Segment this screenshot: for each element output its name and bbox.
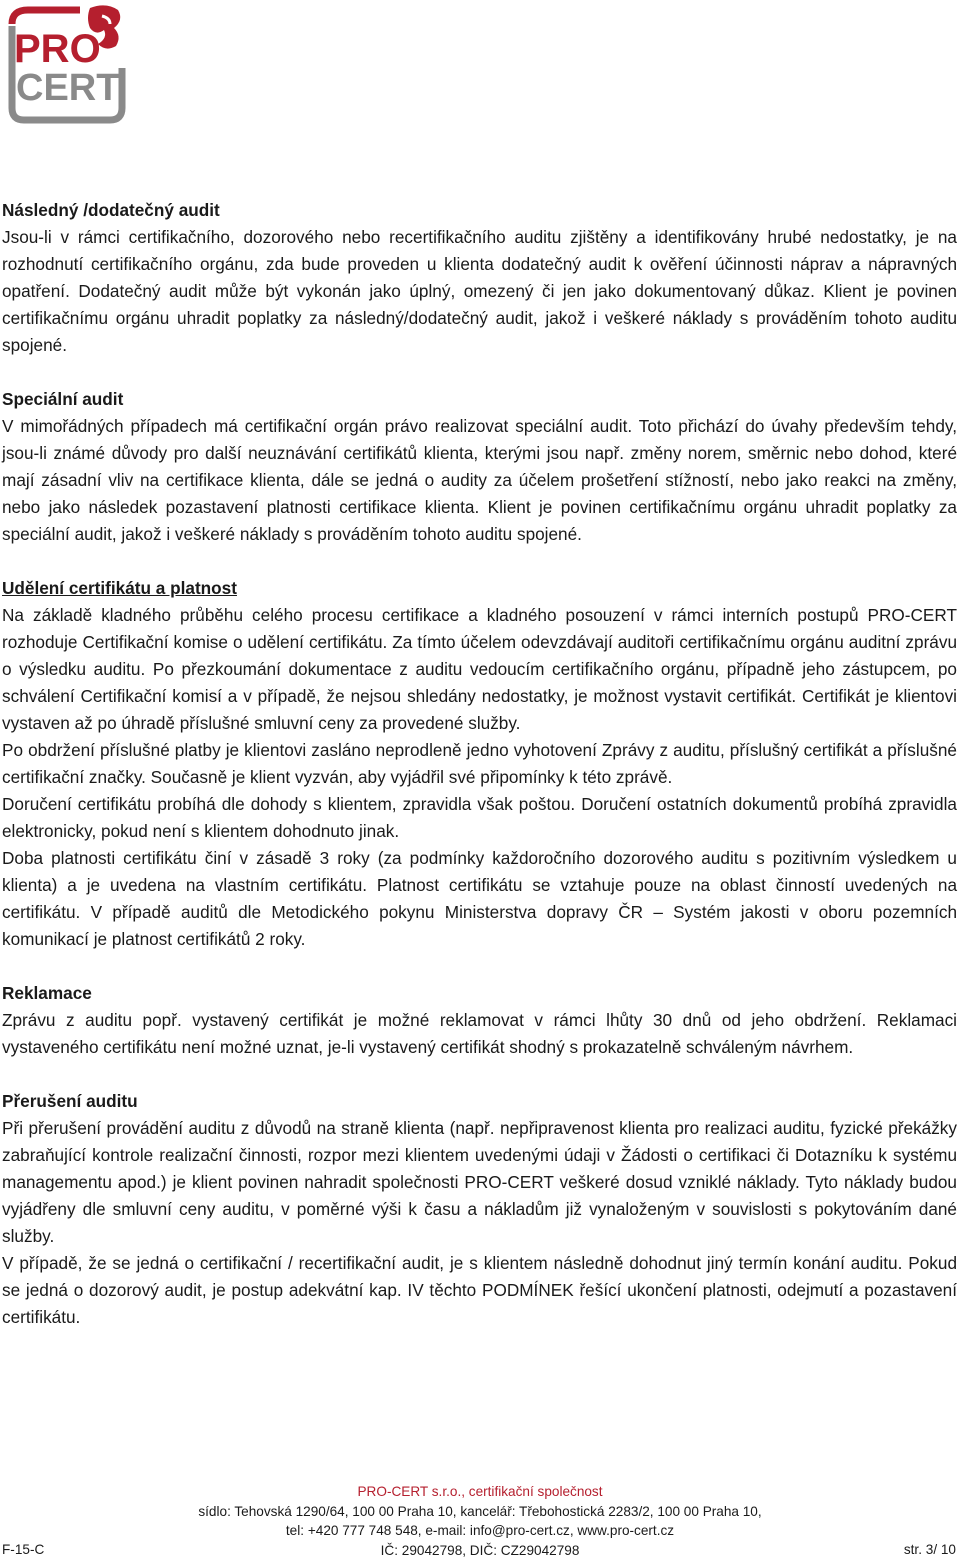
footer-ids: IČ: 29042798, DIČ: CZ29042798 (380, 1542, 580, 1558)
section-paragraph: Jsou-li v rámci certifikačního, dozorového nebo recertifikačního auditu zjištěny a identifikovány hrubé nedostatky, je na rozhodnutí certifikačního orgánu, zda bude proveden u klienta dodatečný audit k ověření účinnosti náprav a nápravných opatření. Dodatečný audit může být vykonán jako úplný, omezený či jen jako dokumentovaný důkaz. Klient je povinen certifikačnímu orgánu uhradit poplatky za následný/dodatečný audit, jakož i veškeré náklady s prováděním tohoto auditu spojené. (2, 227, 957, 355)
section-follow-up-audit (2, 197, 957, 359)
footer-contact: tel: +420 777 748 548, e-mail: info@pro-cert.cz, www.pro-cert.cz (285, 1523, 675, 1538)
document-body (2, 197, 957, 1358)
logo-text-cert: CERT (16, 67, 120, 109)
section-heading: Udělení certifikátu a platnost (2, 578, 237, 598)
footer-form-code: F-15-C (2, 1542, 45, 1557)
section-paragraph: V mimořádných případech má certifikační orgán právo realizovat speciální audit. Toto přichází do úvahy především tehdy, jsou-li známé důvody pro další neuznávání certifikátů klienta, kterými jsou např. změny norem, směrnic nebo dohod, které mají zásadní vliv na certifikace klienta, dále se jedná o audity za účelem prošetření stížností, nebo jako reakci na změny, nebo jako následek pozastavení platnosti certifikace klienta. Klient je povinen certifikačnímu orgánu uhradit poplatky za speciální audit, jakož i veškeré náklady s prováděním tohoto auditu spojené. (2, 416, 957, 544)
section-special-audit (2, 386, 957, 548)
section-complaints (2, 980, 957, 1061)
section-certificate-validity (2, 575, 957, 953)
section-paragraph: V případě, že se jedná o certifikační / recertifikační audit, je s klientem následně dohodnut jiný termín konání auditu. Pokud se jedná o dozorový audit, je postup adekvátní kap. IV těchto PODMÍNEK řešící ukončení platnosti, odejmutí a pozastavení certifikátu. (2, 1253, 957, 1327)
section-heading: Reklamace (2, 983, 92, 1003)
section-paragraph: Při přerušení provádění auditu z důvodů na straně klienta (např. nepřipravenost klienta pro realizaci auditu, fyzické překážky zabraňující kontrole realizační činnosti, rozpor mezi klientem uvedenými údaji v Žádosti o certifikaci či Dotazníku k systému managementu apod.) je klient povinen nahradit společnosti PRO-CERT veškeré dosud vzniklé náklady. Tyto náklady budou vyjádřeny dle smluvní ceny auditu, v poměrné výši k času a nákladům již vynaloženým v souvislosti s pokytováním dané služby. (2, 1118, 957, 1246)
section-paragraph: Po obdržení příslušné platby je klientovi zasláno neprodleně jedno vyhotovení Zprávy z auditu, příslušný certifikát a příslušné certifikační značky. Současně je klient vyzván, aby vyjádřil své připomínky k této zprávě. (2, 740, 957, 787)
page-footer (0, 1482, 960, 1560)
footer-page-number: str. 3/ 10 (903, 1542, 956, 1557)
section-audit-interruption (2, 1088, 957, 1331)
section-heading: Přerušení auditu (2, 1091, 138, 1111)
section-paragraph: Na základě kladného průběhu celého procesu certifikace a kladného posouzení v rámci interních postupů PRO-CERT rozhoduje Certifikační komise o udělení certifikátu. Za tímto účelem odevzdávají auditoři certifikačnímu orgánu auditní zprávu o výsledku auditu. Po přezkoumání dokumentace z auditu vedoucím certifikačního orgánu, případně jeho zástupcem, po schválení Certifikační komisí a v případě, že nejsou shledány nedostatky, je možnost vystavit certifikát. Certifikát je klientovi vystaven až po úhradě příslušné smluvní ceny za provedené služby. (2, 605, 957, 733)
pro-cert-logo-graphic (6, 2, 130, 126)
section-paragraph: Doba platnosti certifikátu činí v zásadě 3 roky (za podmínky každoročního dozorového auditu s pozitivním výsledkem u klienta) a je uvedena na vlastním certifikátu. Platnost certifikátu se vztahuje pouze na oblast činností uvedených na certifikátu. V případě auditů dle Metodického pokynu Ministerstva dopravy ČR – Systém jakosti v oboru pozemních komunikací je platnost certifikátů 2 roky. (2, 848, 957, 949)
pro-cert-logo (6, 2, 130, 126)
section-heading: Následný /dodatečný audit (2, 200, 220, 220)
section-paragraph: Doručení certifikátu probíhá dle dohody s klientem, zpravidla však poštou. Doručení ostatních dokumentů probíhá zpravidla elektronicky, pokud není s klientem dohodnuto jinak. (2, 794, 957, 841)
footer-address: sídlo: Tehovská 1290/64, 100 00 Praha 10, kancelář: Třebohostická 2283/2, 100 00 Praha 10, (198, 1503, 762, 1519)
logo-text-pro: PRO (14, 27, 101, 71)
section-heading: Speciální audit (2, 389, 124, 409)
section-paragraph: Zprávu z auditu popř. vystavený certifikát je možné reklamovat v rámci lhůty 30 dnů od jeho obdržení. Reklamaci vystaveného certifikátu není možné uznat, je-li vystavený certifikát shodný s prokazatelně schváleným návrhem. (2, 1010, 957, 1057)
footer-company: PRO-CERT s.r.o., certifikační společnost (357, 1484, 603, 1499)
